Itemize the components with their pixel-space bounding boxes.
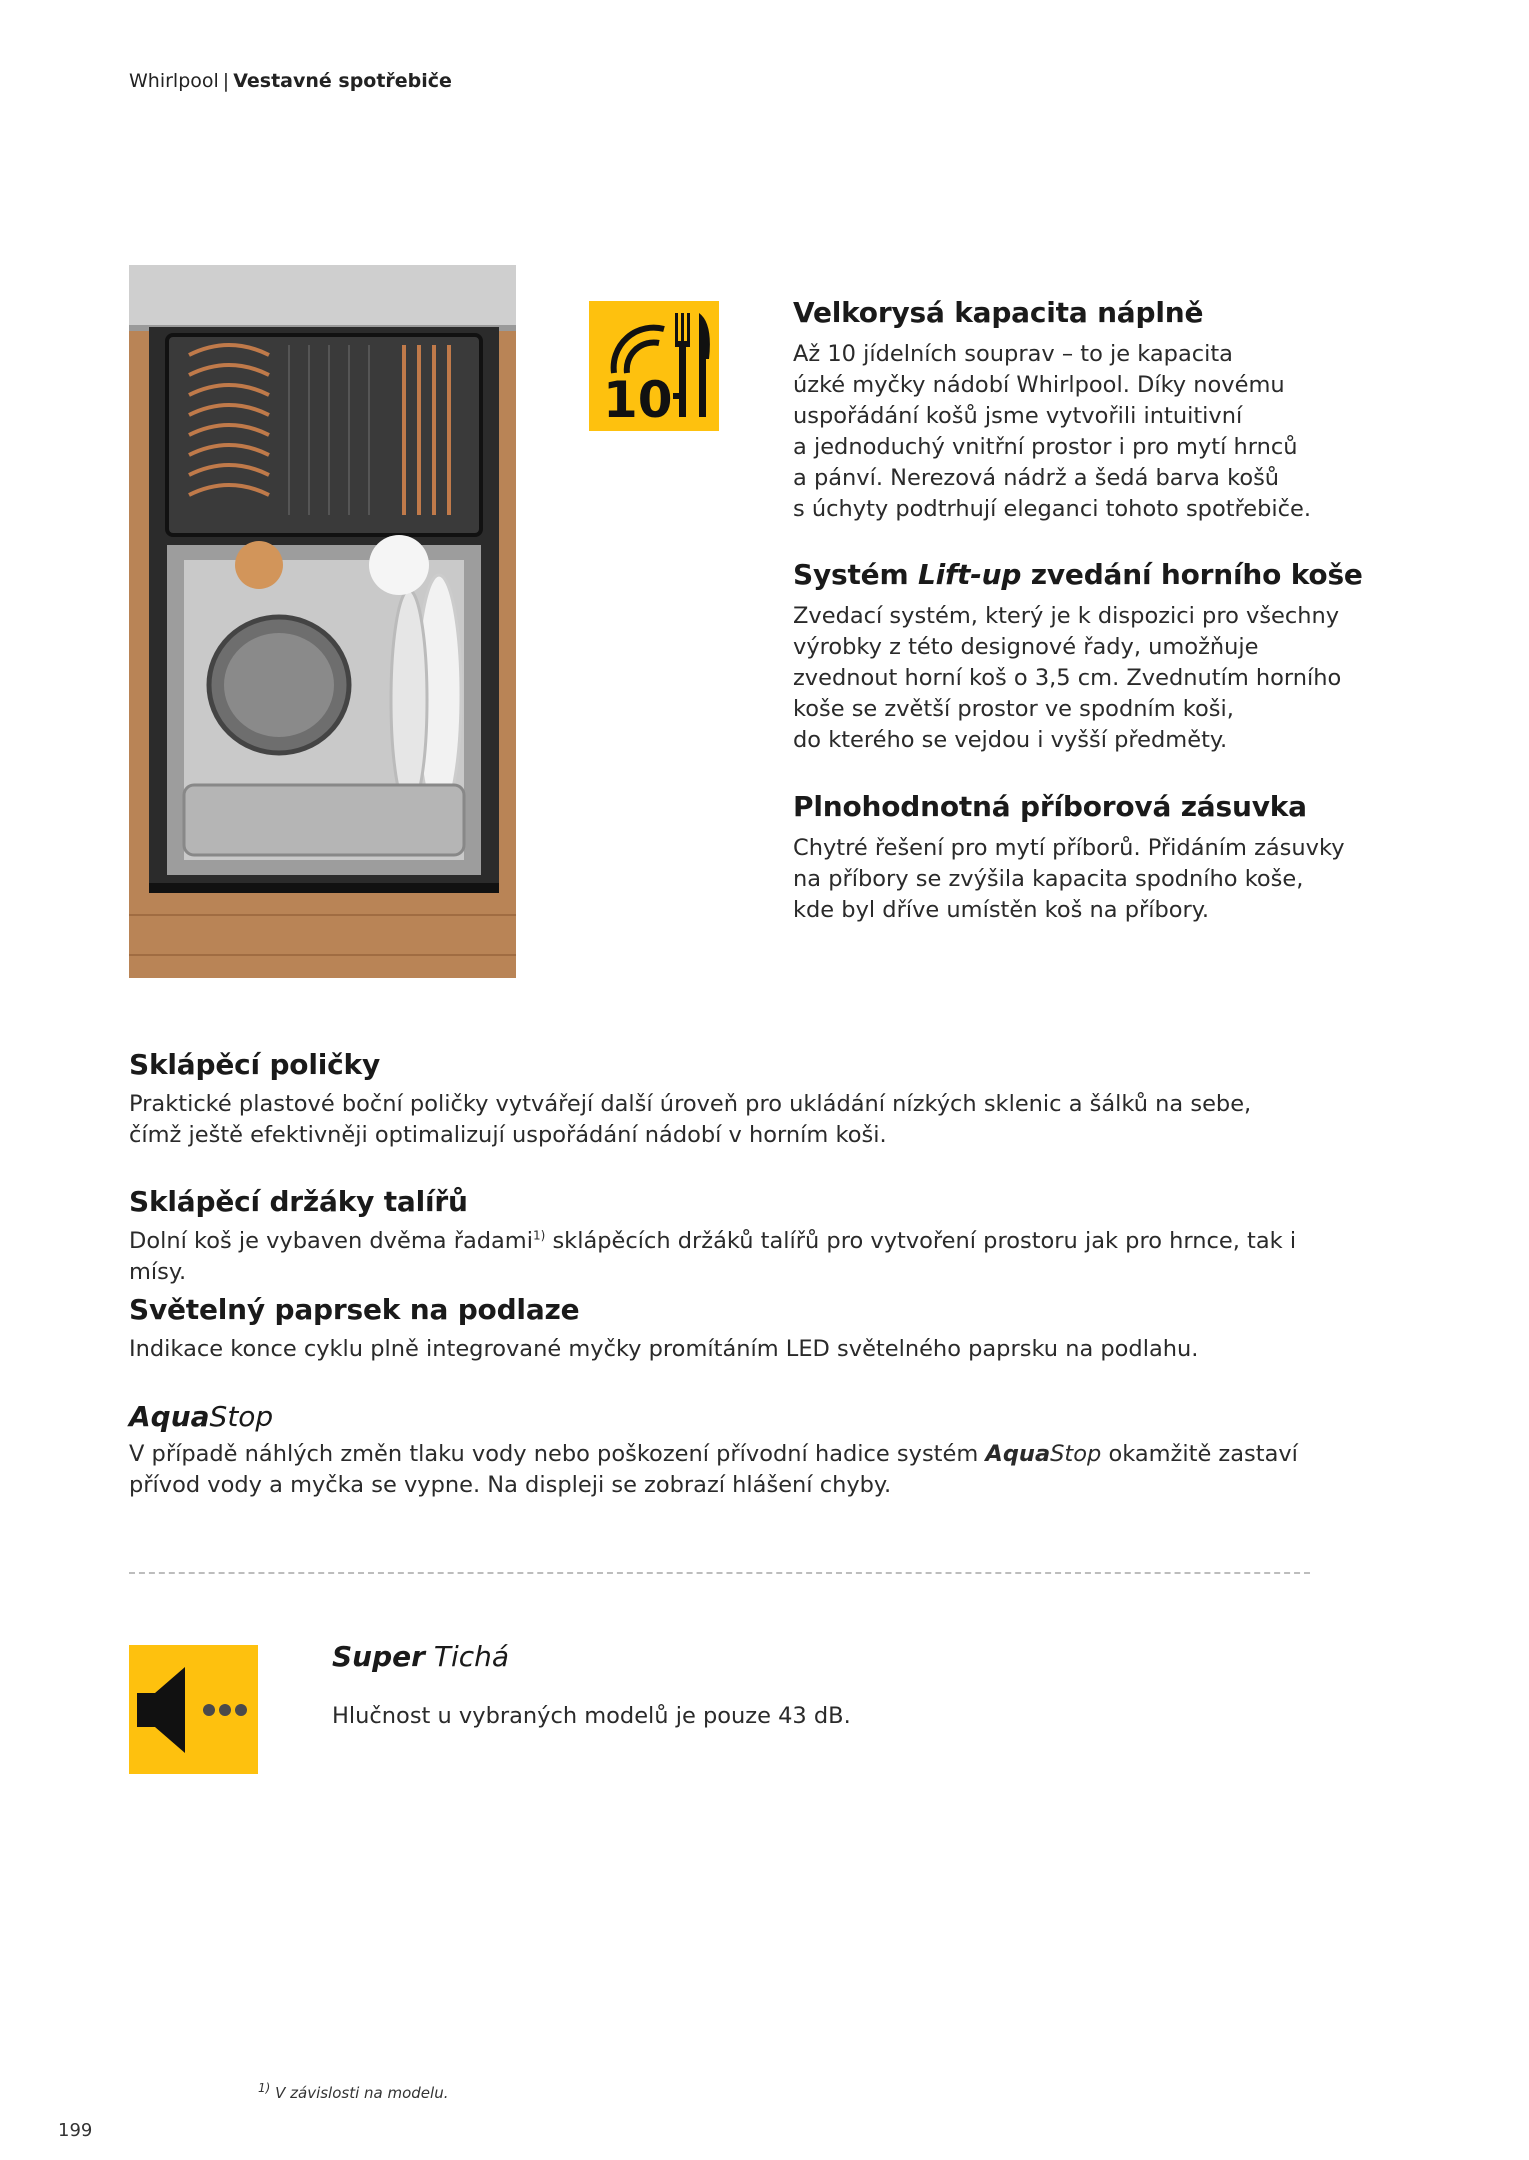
section-text: Dolní koš je vybaven dvěma řadami$^{1)}$ sklápěcích držáků talířů pro vytvoření prostoru jak pro hrnce, tak i mísy.	[129, 1228, 1297, 1285]
header-separator: |	[222, 70, 230, 92]
section-plate-holders	[129, 1185, 1309, 1288]
footnote: $^{1)}$ V závislosti na modelu.	[258, 2081, 449, 2102]
feature-title: Velkorysá kapacita náplně	[793, 296, 1204, 329]
feature-cutlery-drawer	[793, 790, 1373, 926]
section-name: Vestavné spotřebiče	[233, 70, 452, 92]
brand-name: Whirlpool	[129, 70, 219, 92]
section-aquastop	[129, 1400, 1309, 1501]
dishwasher-photo	[129, 265, 516, 978]
section-title: Sklápěcí poličky	[129, 1048, 381, 1081]
speaker-icon	[129, 1645, 258, 1774]
feature-text: Zvedací systém, který je k dispozici pro všechny výrobky z této designové řady, umožňuje zvednout horní koš o 3,5 cm. Zvednutím horního koše se zvětší prostor ve spodním koši, do kterého se vejdou i vyšší předměty.	[793, 603, 1342, 753]
feature-title: Systém Lift-up zvedání horního koše	[793, 558, 1363, 591]
page-number: 199	[58, 2120, 93, 2141]
feature-capacity	[793, 296, 1373, 525]
section-floor-light	[129, 1293, 1309, 1365]
capacity-plates-icon	[589, 301, 719, 431]
section-folding-shelves	[129, 1048, 1309, 1151]
section-text: Praktické plastové boční poličky vytvářejí další úroveň pro ukládání nízkých sklenic a šálků na sebe, čímž ještě efektivněji optimalizují uspořádání nádobí v horním koši.	[129, 1091, 1252, 1148]
feature-lift-up	[793, 558, 1373, 756]
footnote-mark: 1)	[258, 2081, 271, 2095]
super-silent	[332, 1640, 1032, 1729]
aquastop-title: AquaStop	[129, 1400, 274, 1433]
feature-text: Chytré řešení pro mytí příborů. Přidáním zásuvky na příbory se zvýšila kapacita spodního koše, kde byl dříve umístěn koš na příbory.	[793, 835, 1345, 923]
silent-text: Hlučnost u vybraných modelů je pouze 43 dB.	[332, 1703, 851, 1729]
footnote-ref: 1)	[532, 1228, 546, 1243]
section-text: Indikace konce cyklu plně integrované myčky promítáním LED světelného paprsku na podlahu.	[129, 1336, 1199, 1362]
feature-title: Plnohodnotná příborová zásuvka	[793, 790, 1307, 823]
running-header	[129, 70, 452, 92]
section-title: Sklápěcí držáky talířů	[129, 1185, 468, 1218]
feature-text: Až 10 jídelních souprav – to je kapacita úzké myčky nádobí Whirlpool. Díky novému uspořádání košů jsme vytvořili intuitivní a jednoduchý vnitřní prostor i pro mytí hrnců a pánví. Nerezová nádrž a šedá barva košů s úchyty podtrhují eleganci tohoto spotřebiče.	[793, 341, 1312, 522]
capacity-icon-number: 10	[603, 371, 673, 429]
section-title: Světelný paprsek na podlaze	[129, 1293, 580, 1326]
dashed-divider	[129, 1572, 1310, 1574]
silent-title: Super Tichá	[332, 1640, 510, 1673]
section-text: V případě náhlých změn tlaku vody nebo poškození přívodní hadice systém AquaStop okamžitě zastaví přívod vody a myčka se vypne. Na displeji se zobrazí hlášení chyby.	[129, 1441, 1298, 1498]
lift-up-emphasis: Lift-up	[917, 558, 1022, 591]
